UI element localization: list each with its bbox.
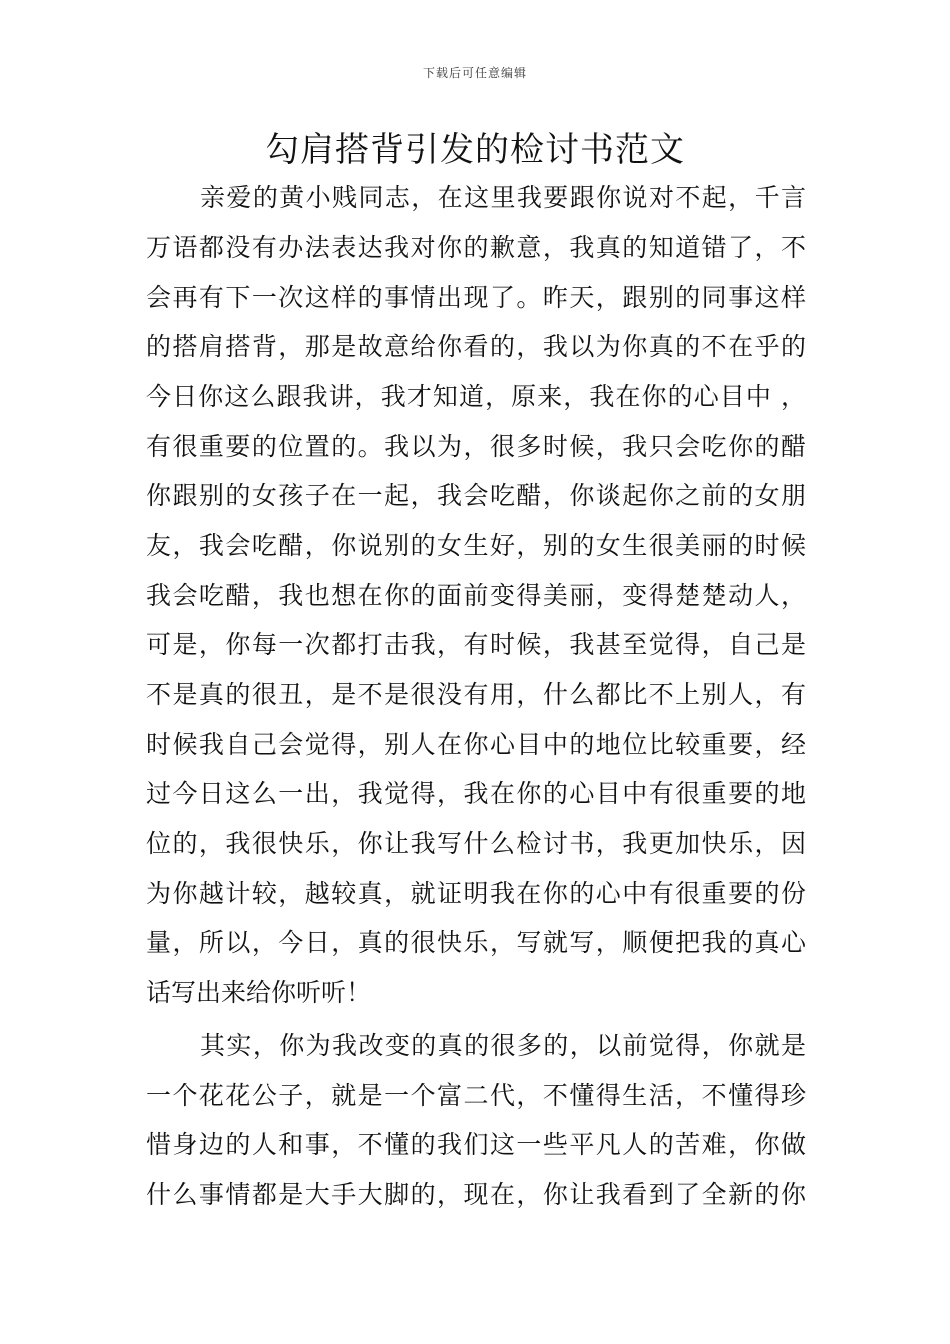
paragraph-line: 亲爱的黄小贱同志，在这里我要跟你说对不起，千言 — [200, 183, 806, 212]
paragraph-line: 我会吃醋，我也想在你的面前变得美丽，变得楚楚动人， — [146, 581, 806, 610]
paragraph-line: 不是真的很丑，是不是很没有用，什么都比不上别人，有 — [146, 680, 806, 709]
paragraph-line: 话写出来给你听听！ — [146, 978, 372, 1007]
paragraph-line: 其实，你为我改变的真的很多的，以前觉得，你就是 — [200, 1031, 806, 1060]
paragraph-line: 量，所以，今日，真的很快乐，写就写，顺便把我的真心 — [146, 928, 806, 957]
paragraph-line: 时候我自己会觉得，别人在你心目中的地位比较重要，经 — [146, 730, 806, 759]
paragraph-line: 万语都没有办法表达我对你的歉意，我真的知道错了，不 — [146, 233, 806, 262]
paragraph-line: 惜身边的人和事，不懂的我们这一些平凡人的苦难，你做 — [146, 1130, 806, 1159]
document-title: 勾肩搭背引发的检讨书范文 — [265, 130, 685, 170]
paragraph-line: 可是，你每一次都打击我，有时候，我甚至觉得，自己是 — [146, 630, 806, 659]
paragraph-line: 一个花花公子，就是一个富二代，不懂得生活，不懂得珍 — [146, 1081, 806, 1110]
header-note: 下载后可任意编辑 — [422, 66, 527, 80]
paragraph-line: 今日你这么跟我讲，我才知道，原来，我在你的心目中 ， — [146, 382, 806, 411]
paragraph-line: 过今日这么一出，我觉得，我在你的心目中有很重要的地 — [146, 779, 806, 808]
paragraph-line: 什么事情都是大手大脚的，现在，你让我看到了全新的你 — [146, 1180, 806, 1209]
paragraph-line: 为你越计较，越较真，就证明我在你的心中有很重要的份 — [146, 879, 806, 908]
paragraph-line: 你跟别的女孩子在一起，我会吃醋，你谈起你之前的女朋 — [146, 481, 806, 510]
paragraph-line: 会再有下一次这样的事情出现了。昨天，跟别的同事这样 — [146, 283, 806, 312]
paragraph-line: 位的，我很快乐，你让我写什么检讨书，我更加快乐，因 — [146, 829, 806, 858]
paragraph-line: 有很重要的位置的。我以为，很多时候，我只会吃你的醋 — [146, 432, 806, 461]
paragraph-line: 友，我会吃醋，你说别的女生好，别的女生很美丽的时候 — [146, 531, 806, 560]
paragraph-line: 的搭肩搭背，那是故意给你看的，我以为你真的不在乎的 — [146, 332, 806, 361]
